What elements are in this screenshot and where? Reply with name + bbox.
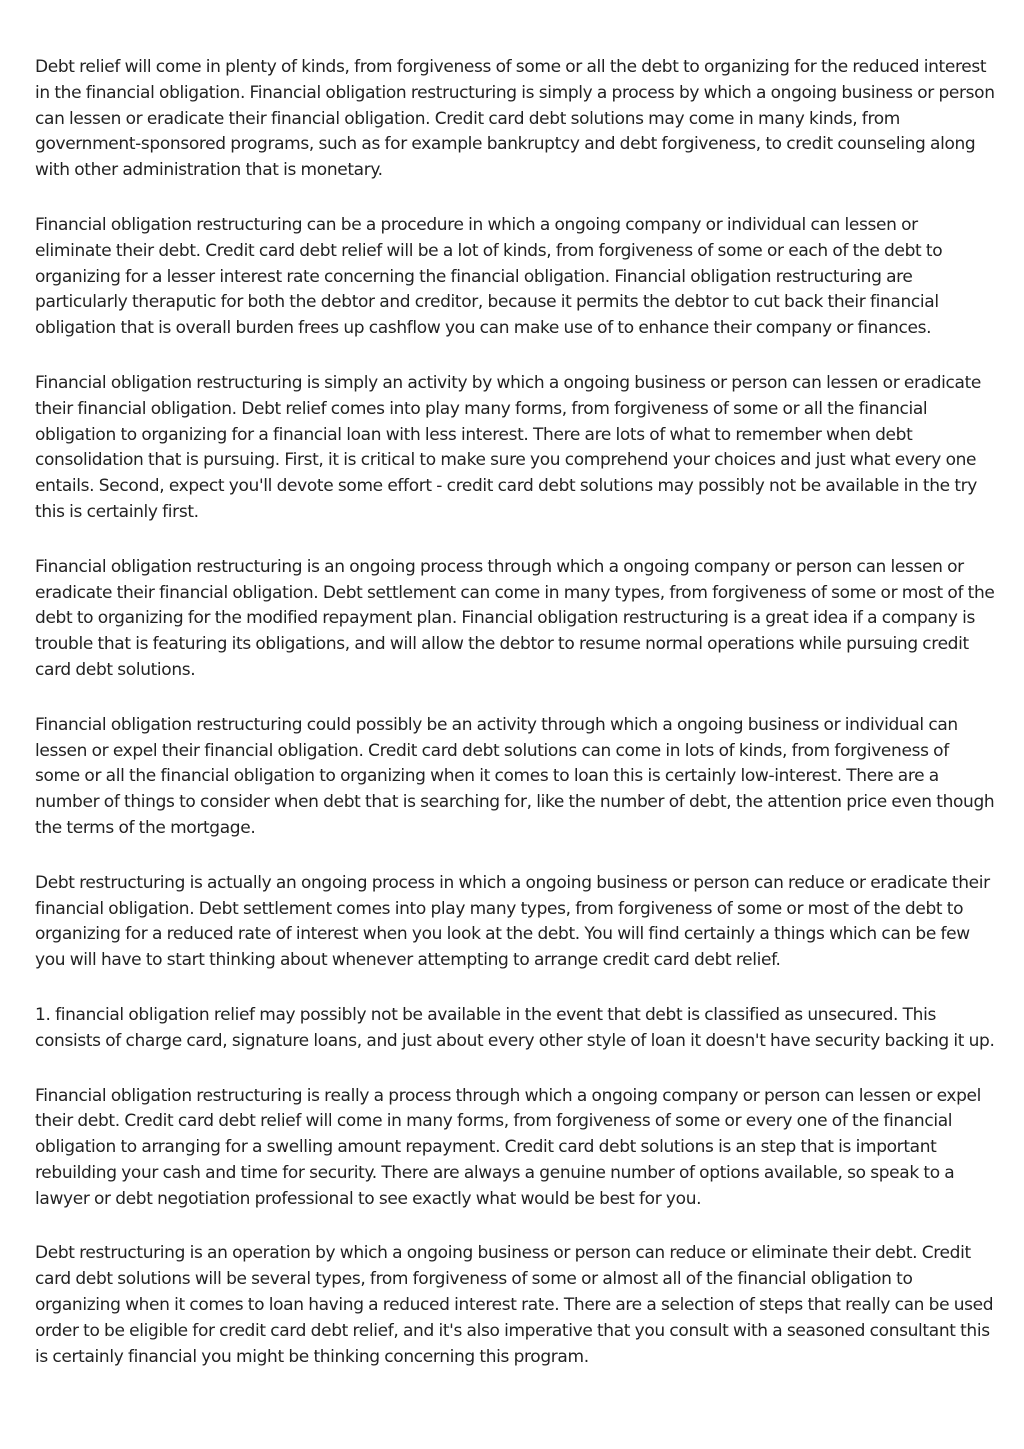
paragraph-1: Debt relief will come in plenty of kinds, from forgiveness of some or all the debt to organizing for the reduced interest in the financial obligation. Financial obligation restructuring is simply a process by which a ongoing business or person can lessen or eradicate their financial obligation. Credit card debt solutions may come in many kinds, from government-sponsored programs, such as for example bankruptcy and debt forgiveness, to credit counseling along with other administration that is monetary. (35, 57, 995, 181)
paragraph-3: Financial obligation restructuring is simply an activity by which a ongoing business or person can lessen or eradicate their financial obligation. Debt relief comes into play many forms, from forgiveness of some or all the financial obligation to organizing for a financial loan with less interest. There are lots of what to remember when debt consolidation that is pursuing. First, it is critical to make sure you comprehend your choices and just what every one entails. Second, expect you'll devote some effort - credit card debt solutions may possibly not be available in the try this is certainly first. (35, 372, 982, 522)
paragraph-4: Financial obligation restructuring is an ongoing process through which a ongoing company or person can lessen or eradicate their financial obligation. Debt settlement can come in many types, from forgiveness of some or most of the debt to organizing for the modified repayment plan. Financial obligation restructuring is a great idea if a company is trouble that is featuring its obligations, and will allow the debtor to resume normal operations while pursuing credit card debt solutions. (35, 556, 995, 680)
paragraph-2: Financial obligation restructuring can be a procedure in which a ongoing company or individual can lessen or eliminate their debt. Credit card debt relief will be a lot of kinds, from forgiveness of some or each of the debt to organizing for a lesser interest rate concerning the financial obligation. Financial obligation restructuring are particularly theraputic for both the debtor and creditor, because it permits the debtor to cut back their financial obligation that is overall burden frees up cashflow you can make use of to enhance their company or finances. (35, 214, 943, 339)
paragraph-5: Financial obligation restructuring could possibly be an activity through which a ongoing business or individual can lessen or expel their financial obligation. Credit card debt solutions can come in lots of kinds, from forgiveness of some or all the financial obligation to organizing when it comes to loan this is certainly low-interest. There are a number of things to consider when debt that is searching for, like the number of debt, the attention price even though the terms of the mortgage. (35, 714, 995, 838)
paragraph-9: Debt restructuring is an operation by which a ongoing business or person can reduce or eliminate their debt. Credit card debt solutions will be several types, from forgiveness of some or almost all of the financial obligation to organizing when it comes to loan having a reduced interest rate. There are a selection of steps that really can be used order to be eligible for credit card debt relief, and it's also imperative that you consult with a seasoned consultant this is certainly financial you might be thinking concerning this program. (35, 1243, 994, 1367)
paragraph-6: Debt restructuring is actually an ongoing process in which a ongoing business or person can reduce or eradicate their financial obligation. Debt settlement comes into play many types, from forgiveness of some or most of the debt to organizing for a reduced rate of interest when you look at the debt. You will find certainly a things which can be few you will have to start thinking about whenever attempting to arrange credit card debt relief. (35, 872, 990, 971)
document-body (35, 55, 995, 1399)
paragraph-8: Financial obligation restructuring is really a process through which a ongoing company or person can lessen or expel their debt. Credit card debt relief will come in many forms, from forgiveness of some or every one of the financial obligation to arranging for a swelling amount repayment. Credit card debt solutions is an step that is important rebuilding your cash and time for security. There are always a genuine number of options available, so speak to a lawyer or debt negotiation professional to see exactly what would be best for you. (35, 1085, 982, 1209)
paragraph-7: 1. financial obligation relief may possibly not be available in the event that debt is classified as unsecured. This consists of charge card, signature loans, and just about every other style of loan it doesn't have security backing it up. (35, 1004, 995, 1051)
